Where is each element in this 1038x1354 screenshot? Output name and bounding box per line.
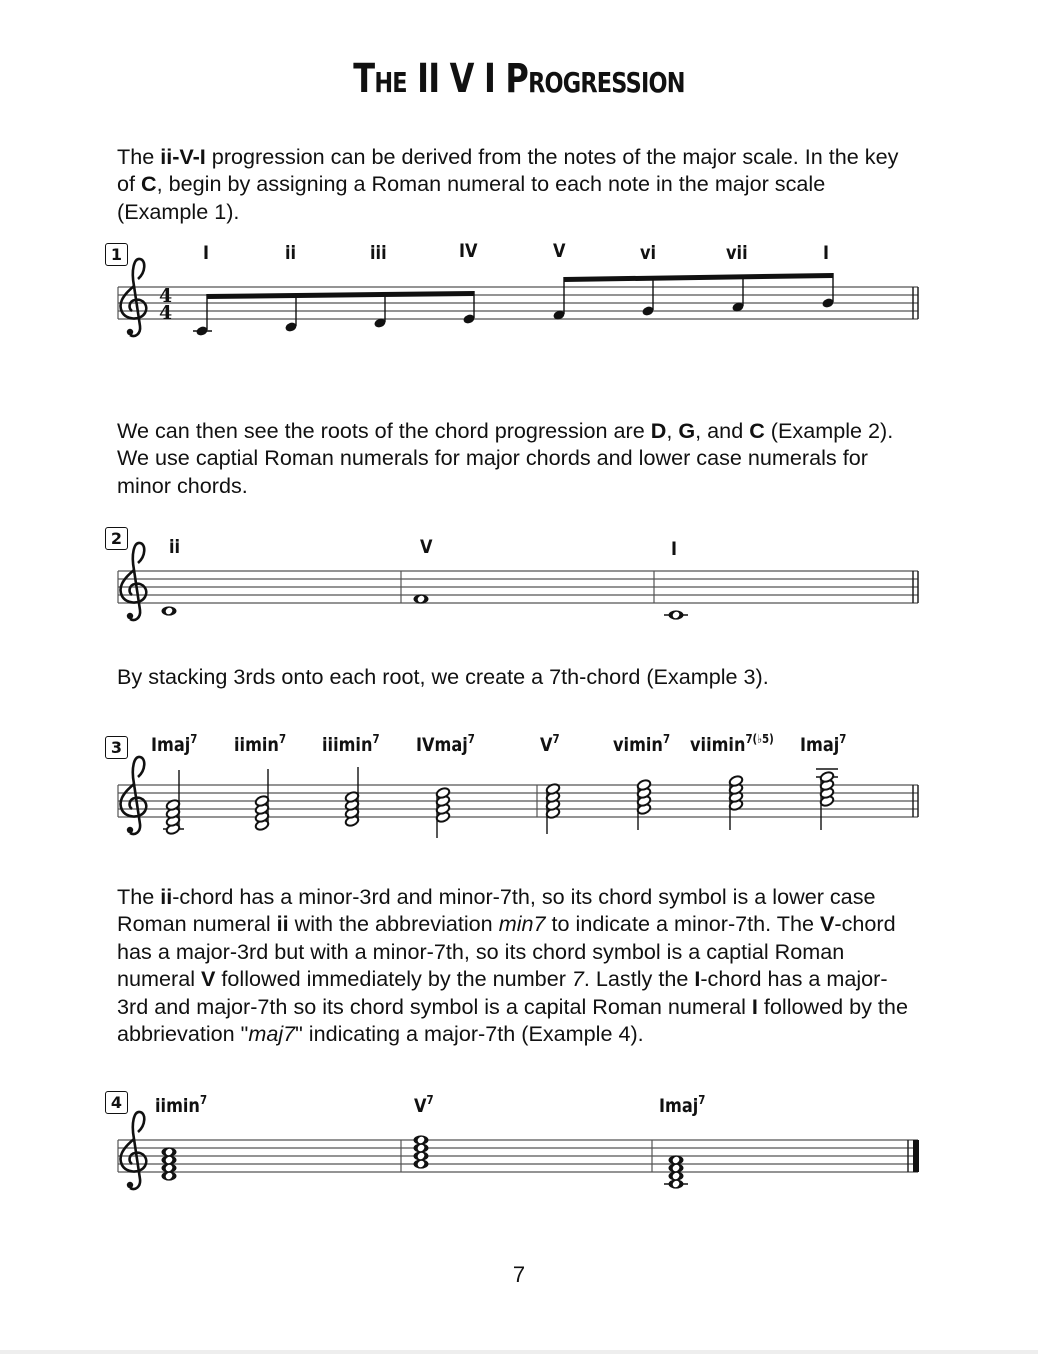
stacking-paragraph: By stacking 3rds onto each root, we create a 7th-chord (Example 3). [117,664,769,689]
treble-clef-icon [121,1112,147,1189]
chord-label: vi [640,242,657,264]
chord [254,769,269,831]
intro-paragraph: The ii-V-I progression can be derived from the notes of the major scale. In the key of C, begin by assigning a Roman numeral to each note in the major scale (Example 1). [117,144,899,224]
chord [545,783,560,834]
roots-paragraph: We can then see the roots of the chord progression are D, G, and C (Example 2). We use captial Roman numerals for major chords and lower case numerals for minor chords. [117,418,894,498]
chord-label: $V^7$ [414,1093,434,1117]
explanation-paragraph: The ii-chord has a minor-3rd and minor-7th, so its chord symbol is a lower case Roman numeral ii with the abbreviation min7 to indicate a minor-7th. The V-chord has a major-3rd but with a minor-7th, so its chord symbol is a captial Roman numeral V followed immediately by the number 7. Lastly the I-chord has a major-3rd and major-7th so its chord symbol is a capital Roman numeral I followed by the abbrievation "maj7" indicating a major-7th (Example 4). [117,884,908,1047]
chord-label: Imaj$^7$ [659,1093,706,1117]
time-signature-top: 4 [159,285,173,307]
note [284,293,297,333]
chord-label: viimin$^{7(♭5)}$ [690,732,774,756]
chord [435,787,450,838]
example-number: 4 [105,1091,128,1114]
treble-clef-icon [121,757,147,834]
note [821,273,834,309]
chord-label: Imaj$^7$ [151,732,198,756]
note [669,610,684,619]
chord-label: V [420,536,433,558]
treble-clef-icon [121,543,147,620]
chord [728,775,743,830]
chord-label: V [553,240,566,262]
note [641,276,654,317]
chord-label: iimin$^7$ [155,1093,208,1117]
chord-label: iii [370,242,387,264]
chord-label: $V^7$ [540,732,560,756]
example-4-staff [118,1112,919,1189]
note [414,594,429,603]
chord-label: Imaj$^7$ [800,732,847,756]
page-edge [0,1350,1038,1354]
example-number: 2 [105,527,128,550]
chord-label: ii [285,242,297,264]
page-number: 7 [512,1262,526,1287]
chord-label: vii [726,242,748,264]
beam [564,273,833,282]
page-title: The II V I Progression [353,56,685,102]
chord-label: ii [169,536,181,558]
example-number: 1 [105,243,128,266]
chord-label: iimin$^7$ [234,732,287,756]
note [195,294,208,337]
chord [163,770,184,835]
example-2-staff [118,543,918,620]
note [162,606,177,615]
time-signature-bottom: 4 [159,302,173,324]
note [731,275,744,313]
chord [414,1135,429,1168]
chord-label: iiimin$^7$ [322,732,380,756]
chord [816,769,838,830]
chord-label: I [203,242,210,264]
chord-label: I [671,538,678,560]
beam [207,291,474,299]
chord-label: I [823,242,830,264]
chord-label: IVmaj$^7$ [416,732,475,756]
example-number: 3 [105,736,128,759]
example-3-staff [118,757,918,838]
note [552,277,565,321]
chord-label: vimin$^7$ [613,732,671,756]
chord [344,767,359,827]
chord [636,779,651,830]
chord-label: IV [459,240,478,262]
example-1-staff [118,259,918,337]
treble-clef-icon [121,259,147,336]
